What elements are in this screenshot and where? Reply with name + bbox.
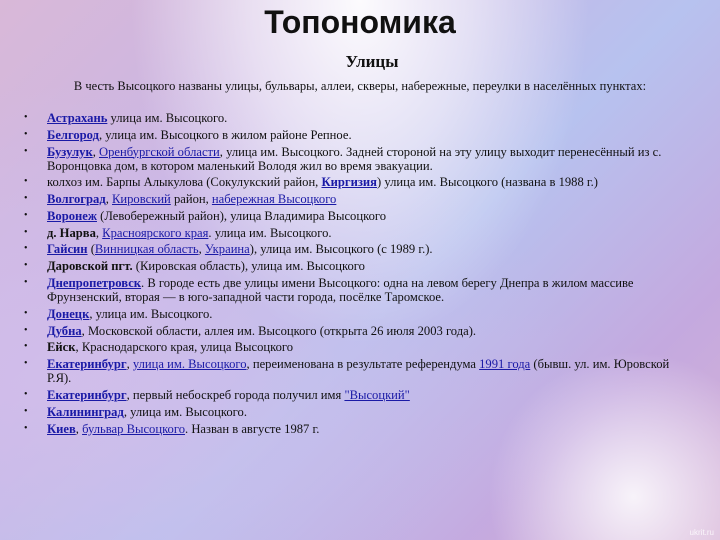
item-text: (	[87, 242, 95, 257]
item-text: , первый небоскреб города получил имя	[126, 388, 345, 403]
list-item	[20, 324, 688, 338]
bullet-icon: •	[24, 260, 28, 272]
item-text: район,	[170, 192, 212, 207]
bullet-icon: •	[24, 422, 28, 434]
list-item	[20, 307, 688, 321]
slide-title: Топономика	[264, 4, 456, 40]
item-text: , улица им. Высоцкого. Задней стороной на эту улицу выходит перенесённый из с. Воронцовка дом, в котором маленький Володя жил во время эвакуации.	[47, 144, 662, 173]
bullet-icon: •	[24, 276, 28, 288]
list-item	[20, 388, 688, 402]
place-link[interactable]: Екатеринбург	[47, 388, 127, 403]
place-name: Даровской пгт.	[47, 259, 133, 274]
bullet-icon: •	[24, 112, 28, 123]
list-item	[20, 242, 688, 256]
bullet-icon: •	[24, 176, 28, 188]
bullet-icon: •	[24, 243, 28, 255]
streets-list	[20, 111, 688, 438]
item-text: ,	[105, 192, 112, 207]
bullet-icon: •	[24, 307, 28, 319]
item-text: , переименована в результате референдума	[246, 357, 480, 372]
inline-link[interactable]: 1991 года	[479, 357, 531, 372]
item-text: (Левобережный район), улица Владимира Высоцкого	[96, 208, 387, 223]
inline-link[interactable]: набережная Высоцкого	[211, 192, 337, 207]
inline-link[interactable]: Винницкая область	[94, 242, 199, 257]
list-item	[20, 209, 688, 223]
place-link[interactable]: Киев	[47, 421, 76, 436]
bullet-icon: •	[24, 341, 28, 353]
item-text: , улица им. Высоцкого.	[89, 306, 213, 321]
item-text: , улица им. Высоцкого.	[123, 404, 247, 419]
bullet-icon: •	[24, 405, 28, 417]
watermark: ukrit.ru	[689, 528, 714, 537]
inline-link[interactable]: "Высоцкий"	[344, 388, 410, 403]
place-link[interactable]: Астрахань	[47, 111, 108, 125]
inline-link[interactable]: Кировский	[112, 192, 171, 207]
inline-link[interactable]: Украина	[204, 242, 250, 257]
item-text: , Краснодарского края, улица Высоцкого	[75, 340, 294, 355]
place-link[interactable]: Воронеж	[47, 208, 97, 223]
list-item	[20, 145, 688, 173]
item-text: . Назван в августе 1987 г.	[185, 421, 320, 436]
place-link[interactable]: Днепропетровск	[47, 275, 142, 290]
place-link[interactable]: Екатеринбург	[47, 357, 127, 372]
list-item	[20, 340, 688, 354]
item-text: ,	[126, 357, 133, 372]
bullet-icon: •	[24, 324, 28, 336]
inline-link[interactable]: улица им. Высоцкого	[132, 357, 247, 372]
item-text: (Кировская область), улица им. Высоцкого	[132, 259, 365, 274]
place-name: д. Нарва	[47, 225, 96, 240]
list-item	[20, 422, 688, 436]
list-item	[20, 276, 688, 304]
item-text: , Московской области, аллея им. Высоцкого (открыта 26 июля 2003 года).	[81, 323, 477, 338]
place-link[interactable]: Дубна	[47, 323, 82, 338]
list-item	[20, 405, 688, 419]
place-link[interactable]: Бузулук	[47, 144, 93, 159]
intro-paragraph: В честь Высоцкого названы улицы, бульвары, аллеи, скверы, набережные, переулки в населённых пунктах:	[73, 79, 647, 93]
item-text: улица им. Высоцкого.	[107, 111, 228, 125]
place-link[interactable]: Гайсин	[47, 242, 88, 257]
inline-link[interactable]: Оренбургской области	[99, 144, 220, 159]
item-text: ), улица им. Высоцкого (с 1989 г.).	[249, 242, 433, 257]
item-text: ,	[95, 225, 103, 240]
place-link[interactable]: Волгоград	[47, 192, 106, 207]
list-item	[20, 111, 688, 125]
inline-link[interactable]: бульвар Высоцкого	[82, 421, 186, 436]
item-text: колхоз им. Барпы Алыкулова (Сокулукский район,	[47, 175, 322, 190]
item-text: ,	[198, 242, 205, 257]
item-text: ,	[92, 144, 100, 159]
place-link[interactable]: Донецк	[47, 306, 90, 321]
bullet-icon: •	[24, 389, 28, 401]
place-link[interactable]: Киргизия	[321, 175, 377, 190]
bullet-icon: •	[24, 193, 28, 205]
bullet-icon: •	[24, 358, 28, 370]
item-text: . улица им. Высоцкого.	[208, 225, 332, 240]
bullet-icon: •	[24, 226, 28, 238]
list-item	[20, 192, 688, 206]
item-text: ,	[75, 421, 83, 436]
bullet-icon: •	[24, 128, 28, 140]
list-item	[20, 175, 688, 189]
inline-link[interactable]: Красноярского края	[102, 225, 209, 240]
place-name: Ейск	[47, 340, 76, 355]
item-text: (бывш. ул. им. Юровской Р.Я).	[47, 357, 670, 386]
place-link[interactable]: Калининград	[47, 404, 124, 419]
place-link[interactable]: Белгород	[47, 127, 99, 142]
slide-subtitle: Улицы	[345, 52, 399, 71]
list-item	[20, 128, 688, 142]
list-item	[20, 357, 688, 385]
list-item	[20, 259, 688, 273]
bullet-icon: •	[24, 209, 28, 221]
list-item	[20, 226, 688, 240]
item-text: , улица им. Высоцкого в жилом районе Репное.	[99, 127, 352, 142]
item-text: ) улица им. Высоцкого (названа в 1988 г.)	[376, 175, 599, 190]
bullet-icon: •	[24, 145, 28, 157]
item-text: . В городе есть две улицы имени Высоцкого: одна на левом берегу Днепра в жилом массиве Фрунзенский, вторая — в юго-западной части города, посёлке Таромское.	[47, 275, 634, 305]
